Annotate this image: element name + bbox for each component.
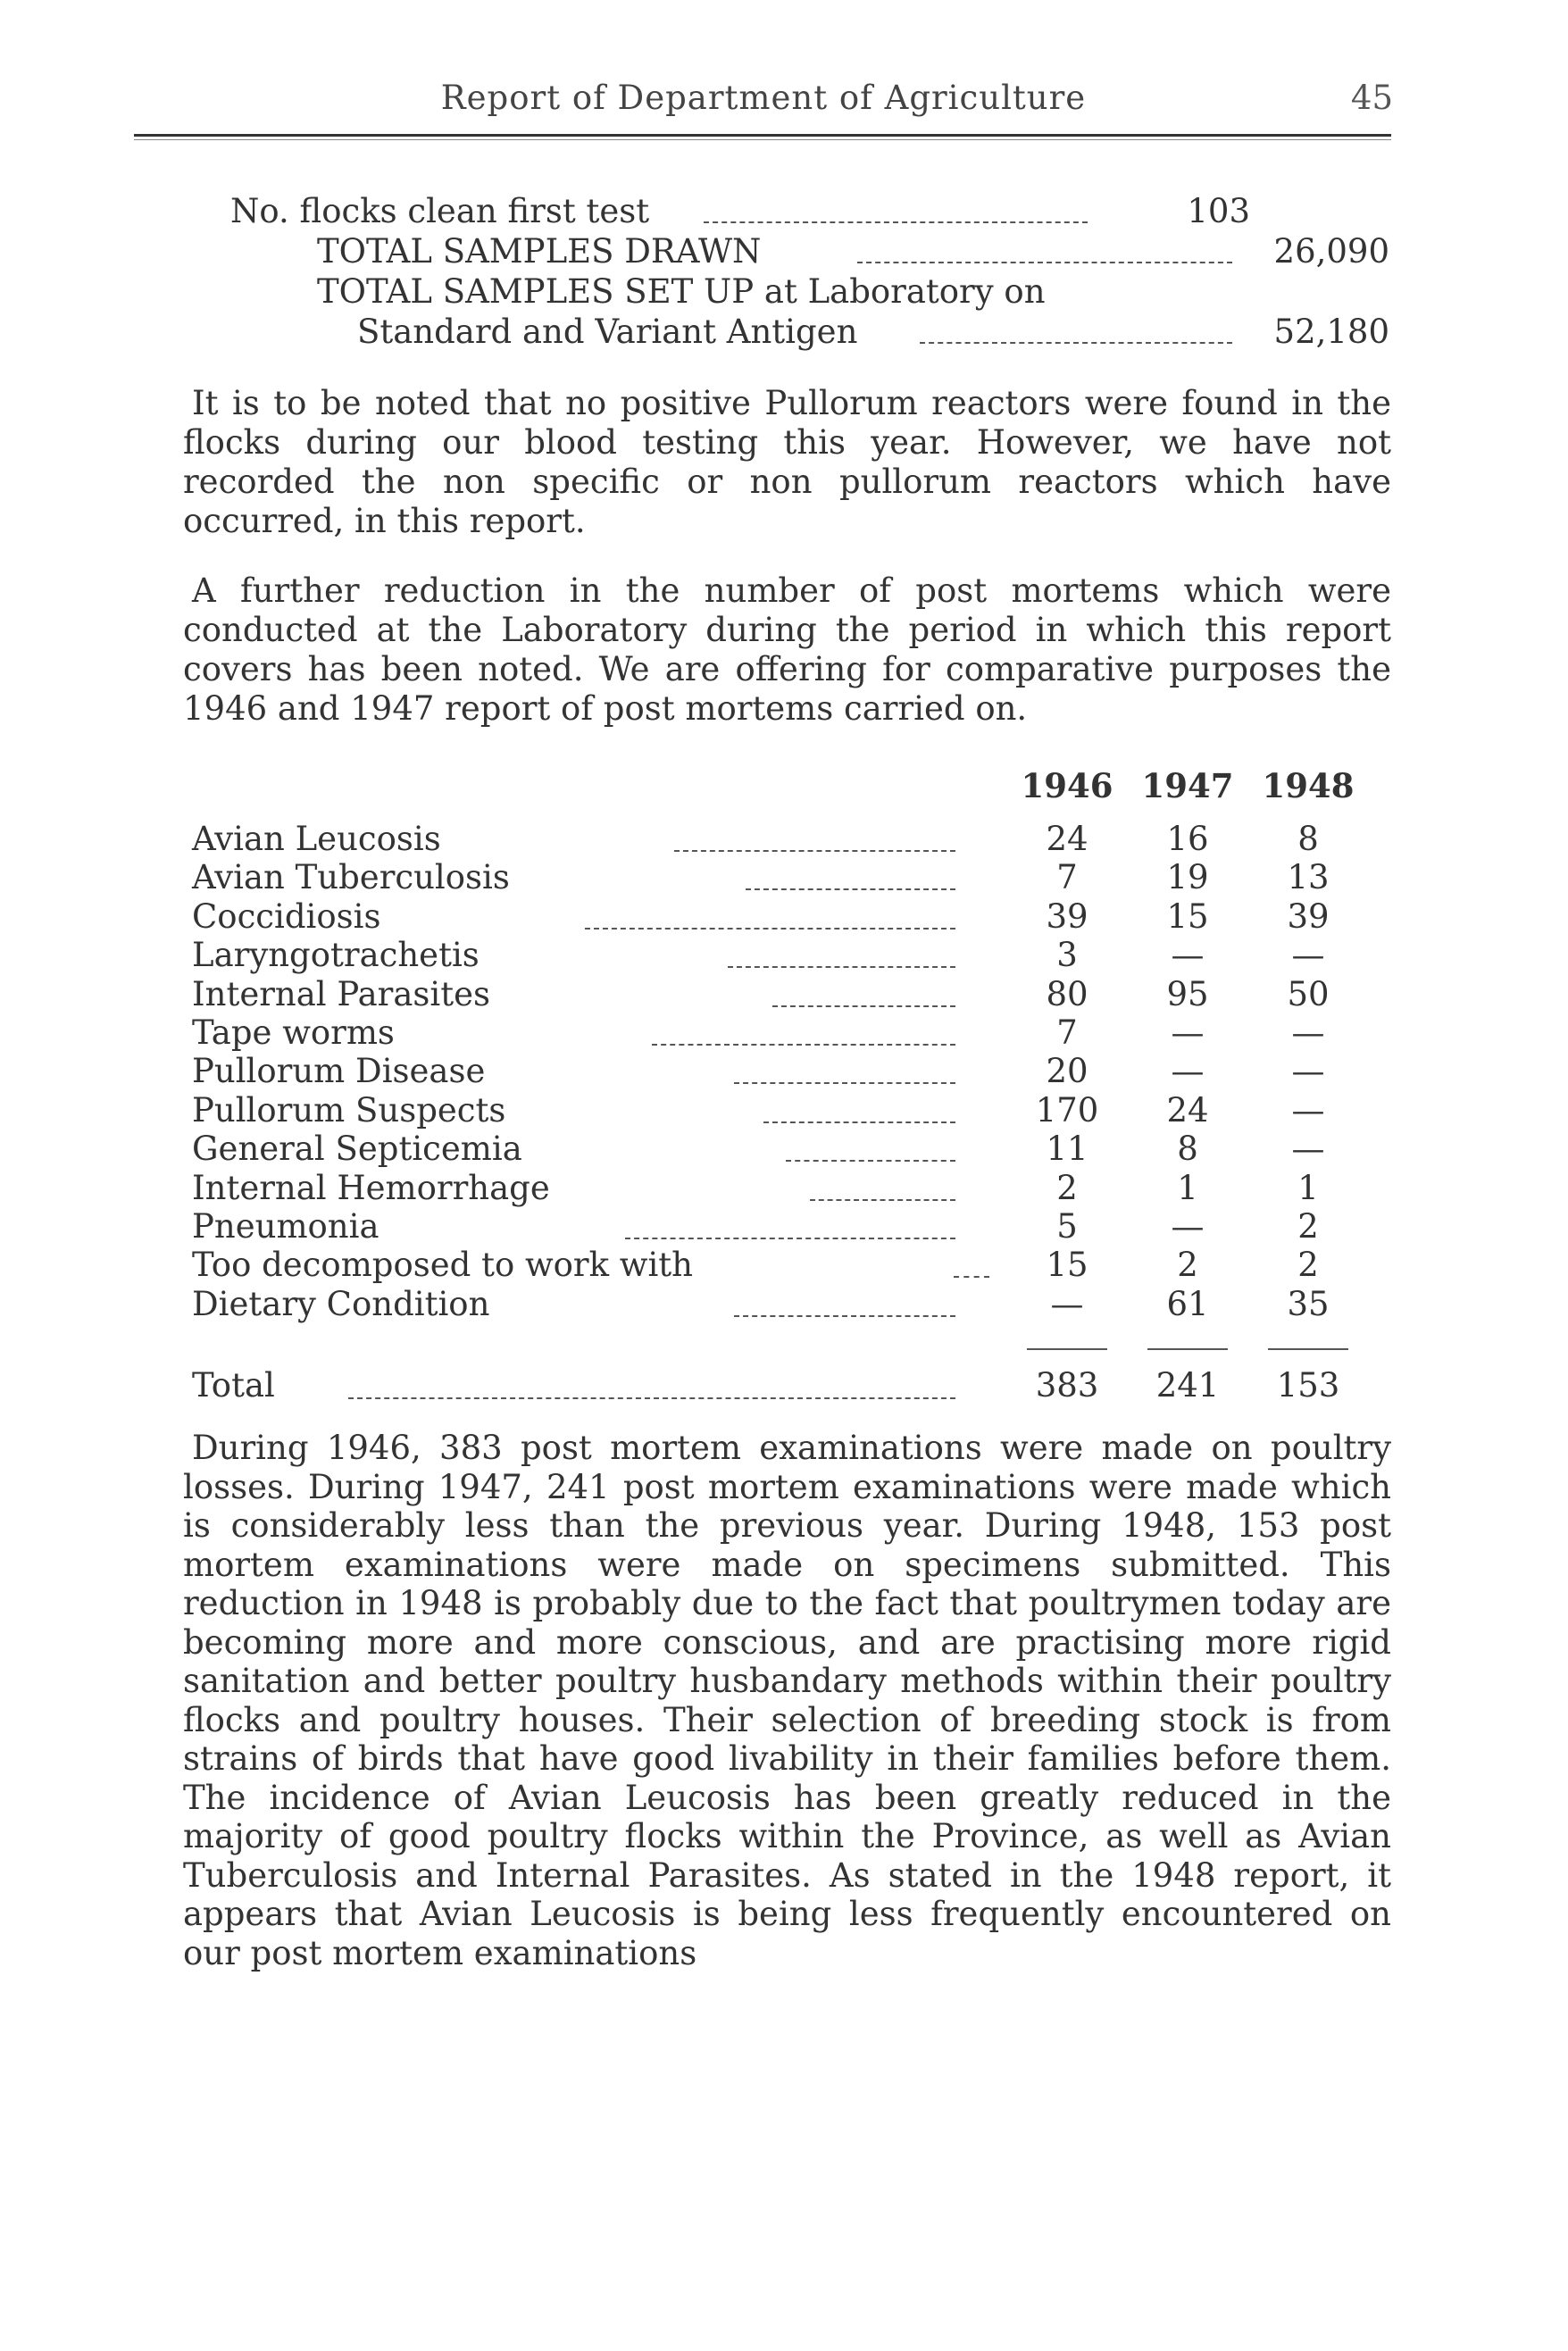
paragraph-post-mortem-discussion: During 1946, 383 post mortem examinations were made on poultry losses. During 1947, 241 post mortem examinations were made which is considerably less than the previous year. During 1948, 153 post mortem examinations were made on specimens submitted. This reduction in 1948 is probably due to the fact that poultrymen today are becoming more and more conscious, and are practising more rigid sanitation and better poultry husbandary methods within their poultry flocks and poultry houses. Their selection of breeding stock is from strains of birds that have good livability in their families before them. The incidence of Avian Leucosis has been greatly reduced in the majority of good poultry flocks within the Province, as well as Avian Tuberculosis and Internal Parasites. As stated in the 1948 report, it appears that Avian Leucosis is being less frequently encountered on our post mortem examinations [183, 1429, 1391, 1972]
table-cell-1946: 7 [1056, 1013, 1078, 1052]
table-cell-1947: — [1171, 1013, 1205, 1052]
table-cell-1948: 39 [1287, 896, 1330, 936]
leader-dots [348, 1397, 955, 1399]
table-cell-1948: 2 [1297, 1246, 1319, 1285]
total-label: Total [192, 1366, 275, 1405]
table-cell-1947: 2 [1177, 1246, 1198, 1285]
leader-dots [954, 1276, 989, 1278]
leader-dots [763, 1121, 955, 1123]
leader-dots [625, 1238, 955, 1239]
table-cell-1947: 24 [1166, 1090, 1209, 1130]
table-cell-1946: 5 [1056, 1207, 1078, 1246]
leader-dots [746, 888, 955, 890]
page-number: 45 [1350, 79, 1393, 117]
table-row-label: Internal Hemorrhage [192, 1168, 550, 1207]
table-cell-1946: 80 [1046, 974, 1088, 1013]
table-cell-1948: 2 [1297, 1207, 1319, 1246]
table-cell-1946: 2 [1056, 1168, 1078, 1207]
table-cell-1946: 15 [1046, 1246, 1088, 1285]
table-cell-1947: — [1171, 936, 1205, 975]
header-rule-thin [134, 139, 1391, 140]
table-cell-1948: 1 [1297, 1168, 1319, 1207]
header-title: Report of Department of Agriculture [440, 79, 1087, 117]
year-header-1947: 1947 [1141, 766, 1234, 805]
table-row-label: Coccidiosis [192, 896, 381, 936]
table-cell-1948: 35 [1287, 1284, 1330, 1323]
table-cell-1948: — [1291, 1130, 1325, 1169]
leader-dots [585, 928, 955, 930]
table-cell-1948: 8 [1297, 820, 1319, 858]
leader-dots [652, 1044, 955, 1046]
table-cell-1947: 8 [1177, 1130, 1198, 1169]
table-row-label: General Septicemia [192, 1130, 522, 1169]
table-row-label: Too decomposed to work with [192, 1246, 693, 1285]
table-row-label: Dietary Condition [192, 1284, 490, 1323]
table-cell-1947: — [1171, 1052, 1205, 1091]
paragraph-pullorum-note: It is to be noted that no positive Pullorum reactors were found in the flocks during our blood testing this year. However, we have not recorded the non specific or non pullorum reactors which have occurred, in this report. [183, 384, 1391, 540]
leader-dots [734, 1315, 955, 1317]
leader-dots [674, 850, 955, 852]
table-cell-1948: 50 [1287, 974, 1330, 1013]
leader-dots [786, 1160, 955, 1162]
year-header-1948: 1948 [1262, 766, 1355, 805]
header-rule [134, 134, 1391, 137]
running-header [134, 79, 1393, 129]
sum-rule-1946 [1027, 1348, 1107, 1350]
table-row-label: Laryngotrachetis [192, 936, 480, 975]
clean-first-test-label: No. flocks clean first test [230, 192, 650, 230]
table-cell-1946: 20 [1046, 1052, 1088, 1091]
table-cell-1948: — [1291, 1052, 1325, 1091]
table-cell-1946: 3 [1056, 936, 1078, 975]
table-cell-1948: 13 [1287, 858, 1330, 897]
table-cell-1948: — [1291, 1013, 1325, 1052]
table-cell-1947: 1 [1177, 1168, 1198, 1207]
year-header-1946: 1946 [1021, 766, 1113, 805]
table-cell-1947: 95 [1166, 974, 1209, 1013]
clean-first-test-value: 103 [1187, 192, 1250, 230]
total-setup-value: 52,180 [1273, 313, 1389, 351]
table-cell-1947: 61 [1166, 1284, 1209, 1323]
table-cell-1946: 39 [1046, 896, 1088, 936]
leader-dots [734, 1082, 955, 1084]
sum-rule-1947 [1147, 1348, 1228, 1350]
table-cell-1947: 15 [1166, 896, 1209, 936]
table-cell-1947: 16 [1166, 820, 1209, 858]
leader-dots [810, 1199, 955, 1201]
table-cell-1948: — [1291, 1090, 1325, 1130]
table-row-label: Internal Parasites [192, 974, 490, 1013]
total-setup-label-2: Standard and Variant Antigen [357, 313, 858, 351]
table-row-label: Tape worms [192, 1013, 395, 1052]
leader-dots [920, 342, 1232, 344]
table-cell-1946: 170 [1035, 1090, 1099, 1130]
table-cell-1946: 7 [1056, 858, 1078, 897]
table-row-label: Pullorum Disease [192, 1052, 486, 1091]
total-1948: 153 [1276, 1366, 1340, 1405]
table-row-label: Avian Tuberculosis [192, 858, 510, 897]
table-cell-1946: — [1050, 1284, 1084, 1323]
sum-rule-1948 [1268, 1348, 1348, 1350]
table-cell-1946: 11 [1046, 1130, 1088, 1169]
leader-dots [728, 966, 955, 968]
total-drawn-label: TOTAL SAMPLES DRAWN [317, 232, 762, 271]
table-cell-1946: 24 [1046, 820, 1088, 858]
total-setup-label-1: TOTAL SAMPLES SET UP at Laboratory on [317, 272, 1046, 311]
total-1946: 383 [1035, 1366, 1099, 1405]
total-drawn-value: 26,090 [1273, 232, 1389, 271]
leader-dots [857, 262, 1232, 263]
total-1947: 241 [1155, 1366, 1220, 1405]
table-row-label: Pneumonia [192, 1207, 379, 1246]
table-row-label: Avian Leucosis [192, 820, 441, 858]
table-cell-1947: — [1171, 1207, 1205, 1246]
leader-dots [772, 1005, 955, 1007]
leader-dots [704, 221, 1088, 223]
table-cell-1947: 19 [1166, 858, 1209, 897]
table-row-label: Pullorum Suspects [192, 1090, 506, 1130]
paragraph-post-mortems-intro: A further reduction in the number of post mortems which were conducted at the Laboratory during the period in which this report covers has been noted. We are offering for comparative purposes the 1946 and 1947 report of post mortems carried on. [183, 571, 1391, 728]
table-cell-1948: — [1291, 936, 1325, 975]
